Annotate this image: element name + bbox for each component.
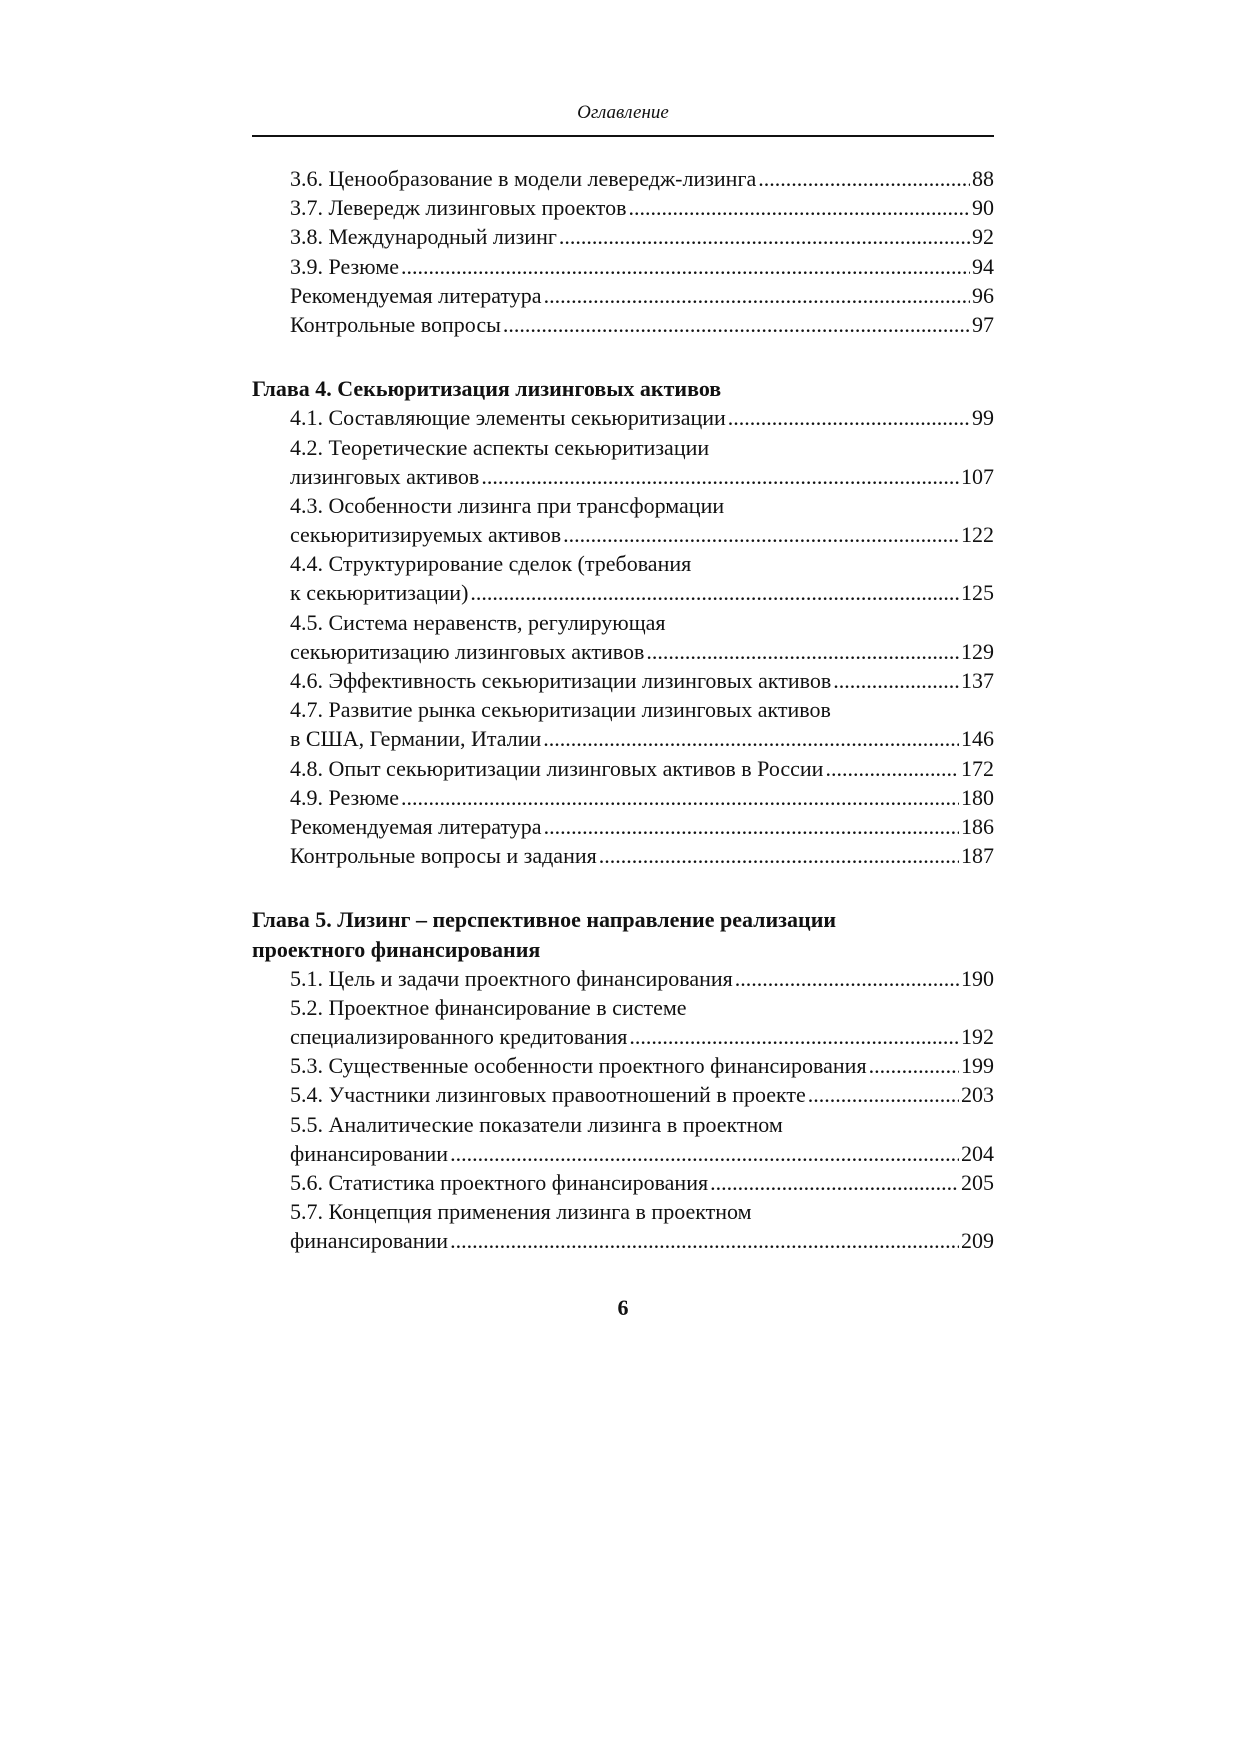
toc-entry-title: 5.4. Участники лизинговых правоотношений в проекте [290,1082,806,1108]
dot-leader [544,281,970,310]
toc-entry-line [252,1051,994,1080]
toc-entry-line-continued [252,1110,994,1139]
header-rule [252,135,994,137]
dot-leader [869,1051,959,1080]
toc-entry-title: 3.6. Ценообразование в модели левередж-лизинга [290,166,757,191]
dot-leader [629,1022,959,1051]
toc-entry-title: 5.6. Статистика проектного финансирования [290,1170,709,1195]
toc-entry-line-continued [252,491,994,520]
dot-leader [628,193,970,222]
toc-page-number: 187 [961,843,994,869]
dot-leader [503,310,970,339]
toc-entry-line-continued [252,1197,994,1226]
toc-entry-title: 4.6. Эффективность секьюритизации лизинговых активов [290,668,832,693]
toc-entry-title: 5.3. Существенные особенности проектного финансирования [290,1053,867,1079]
toc-entry-title: 4.9. Резюме [290,784,400,810]
toc-entry-line [252,1226,994,1255]
toc-page-number: 209 [961,1228,994,1254]
toc-entry-title: 4.5. Система неравенств, регулирующая [290,609,666,635]
toc-entry-title: секьюритизацию лизинговых активов [290,638,645,664]
dot-leader [728,403,970,432]
toc-page-number: 122 [961,522,994,548]
toc-entry-title: Контрольные вопросы [290,311,501,337]
dot-leader [808,1080,959,1109]
toc-entry-title: 4.4. Структурирование сделок (требования [290,551,692,577]
toc-entry-title: 4.2. Теоретические аспекты секьюритизации [290,434,710,460]
toc-page-number: 96 [972,282,994,308]
dot-leader [646,637,959,666]
toc-entry-title: 4.8. Опыт секьюритизации лизинговых активов в России [290,755,824,781]
toc-entry-line [252,520,994,549]
toc-entry-title: финансировании [290,1140,449,1166]
toc-page-number: 107 [961,463,994,489]
toc-page-number: 99 [972,405,994,431]
toc-entry-title: 5.2. Проектное финансирование в системе [290,994,687,1020]
toc-page-number: 204 [961,1140,994,1166]
table-of-contents [252,164,994,1256]
toc-entry-title: финансировании [290,1228,449,1254]
dot-leader [401,783,959,812]
toc-entry-title: 5.5. Аналитические показатели лизинга в проектном [290,1111,783,1137]
toc-entry-title: 5.7. Концепция применения лизинга в проектном [290,1199,752,1225]
toc-entry-title: 3.7. Левередж лизинговых проектов [290,195,627,221]
toc-page-number: 125 [961,580,994,606]
page-number: 6 [617,1295,629,1320]
dot-leader [544,812,959,841]
toc-entry-title: к секьюритизации) [290,580,469,606]
dot-leader [563,520,959,549]
toc-page-number: 186 [961,813,994,839]
toc-entry-line [252,964,994,993]
toc-entry-title: Рекомендуемая литература [290,813,542,839]
toc-entry-line [252,1168,994,1197]
toc-entry-title: 5.1. Цель и задачи проектного финансирования [290,965,733,991]
toc-entry-line [252,252,994,281]
toc-entry-title: 4.7. Развитие рынка секьюритизации лизинговых активов [290,697,831,723]
dot-leader [401,252,970,281]
toc-page-number: 97 [972,311,994,337]
toc-page-number: 94 [972,253,994,279]
toc-entry-line-continued [252,608,994,637]
toc-entry-line [252,666,994,695]
toc-page-number: 192 [961,1024,994,1050]
toc-entry-line [252,783,994,812]
toc-entry-line-continued [252,695,994,724]
toc-entry-title: Рекомендуемая литература [290,282,542,308]
toc-page-number: 172 [961,755,994,781]
toc-page-number: 190 [961,965,994,991]
chapter-3-entries [252,164,994,339]
toc-entry-title: специализированного кредитования [290,1024,628,1050]
dot-leader [470,578,959,607]
toc-entry-line-continued [252,993,994,1022]
dot-leader [559,222,970,251]
toc-page-number: 146 [961,726,994,752]
toc-page-number: 129 [961,638,994,664]
toc-entry-line [252,164,994,193]
dot-leader [825,754,959,783]
toc-entry-title: 3.9. Резюме [290,253,400,279]
toc-page-number: 180 [961,784,994,810]
chapter-4-entries [252,403,994,870]
toc-entry-line [252,1022,994,1051]
toc-entry-line [252,281,994,310]
chapter-5-entries [252,964,994,1256]
toc-entry-line [252,310,994,339]
toc-entry-title: 3.8. Международный лизинг [290,224,557,250]
toc-entry-title: 4.1. Составляющие элементы секьюритизации [290,405,726,431]
toc-entry-title: 4.3. Особенности лизинга при трансформации [290,492,725,518]
toc-page-number: 90 [972,195,994,221]
toc-entry-line [252,222,994,251]
toc-entry-line [252,403,994,432]
toc-entry-line-continued [252,433,994,462]
toc-entry-line [252,754,994,783]
toc-entry-line-continued [252,549,994,578]
toc-entry-title: Контрольные вопросы и задания [290,843,597,869]
toc-entry-title: секьюритизируемых активов [290,522,562,548]
chapter-5-title-line-1: Глава 5. Лизинг – перспективное направление реализации [252,907,837,933]
toc-page-number: 92 [972,224,994,250]
chapter-5-title-line-2: проектного финансирования [252,936,541,962]
toc-entry-line [252,812,994,841]
dot-leader [599,841,959,870]
dot-leader [735,964,959,993]
toc-page-number: 205 [961,1170,994,1195]
dot-leader [710,1168,959,1197]
dot-leader [450,1139,959,1168]
toc-entry-title: в США, Германии, Италии [290,726,542,752]
toc-entry-line [252,637,994,666]
toc-entry-line [252,462,994,491]
dot-leader [450,1226,959,1255]
toc-entry-line [252,1139,994,1168]
chapter-4-title: Глава 4. Секьюритизация лизинговых активов [252,376,722,402]
toc-page-number: 199 [961,1053,994,1079]
toc-page-number: 88 [972,166,994,191]
toc-entry-line [252,193,994,222]
dot-leader [543,724,959,753]
toc-page-number: 203 [961,1082,994,1108]
dot-leader [758,164,970,193]
running-head: Оглавление [577,102,669,123]
toc-entry-title: лизинговых активов [290,463,480,489]
toc-entry-line [252,1080,994,1109]
dot-leader [833,666,959,695]
toc-page-number: 137 [961,668,994,693]
toc-entry-line [252,724,994,753]
dot-leader [481,462,959,491]
toc-entry-line [252,578,994,607]
toc-entry-line [252,841,994,870]
